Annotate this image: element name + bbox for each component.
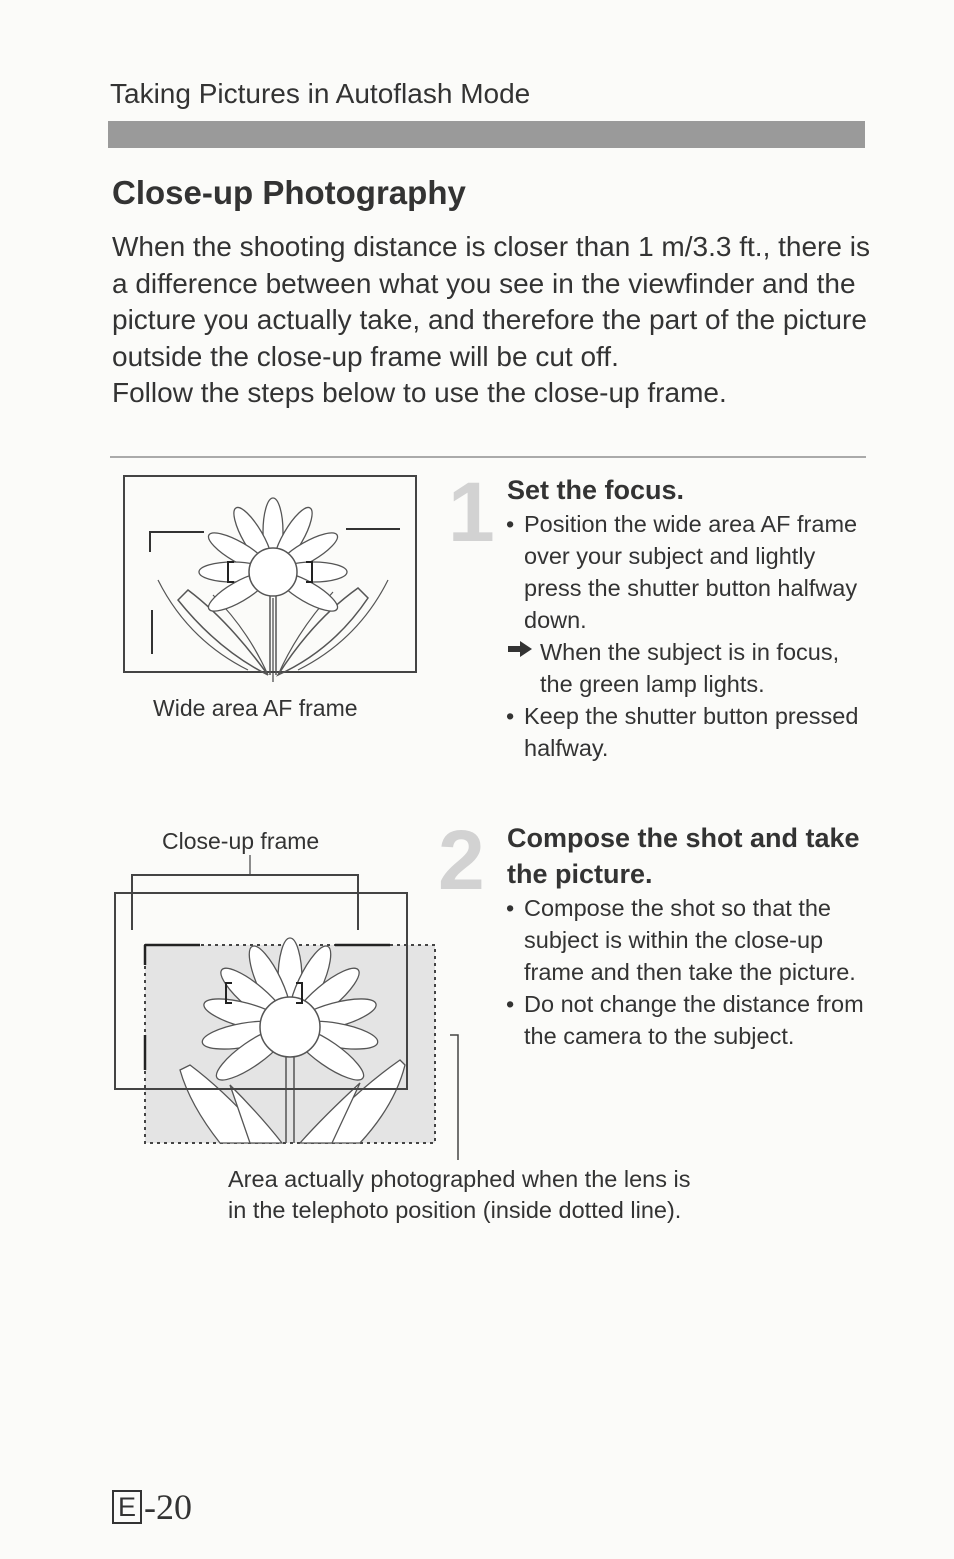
- step1-result-text: When the subject is in focus, the green lamp lights.: [540, 639, 840, 697]
- section-header: Taking Pictures in Autoflash Mode: [110, 78, 531, 109]
- viewfinder-illustration: [118, 470, 428, 721]
- step1-bullet-text: Keep the shutter button pressed halfway.: [524, 703, 859, 761]
- step1-bullet-text: Position the wide area AF frame over your subject and lightly press the shutter button halfway down.: [524, 511, 858, 633]
- list-item: [506, 892, 866, 988]
- page-number: [112, 1486, 192, 1528]
- intro-paragraph: Follow the steps below to use the close-up frame.: [112, 377, 727, 408]
- step1-bullets: [506, 508, 866, 764]
- step2-title: Compose the shot and take the picture.: [507, 823, 860, 889]
- af-frame-caption: Wide area AF frame: [153, 695, 358, 721]
- telephoto-caption: [228, 1164, 828, 1226]
- closeup-frame-label: Close-up frame: [162, 828, 320, 854]
- flower-viewfinder-illustration: [118, 470, 428, 685]
- bullet-dot-icon: •: [506, 895, 515, 921]
- page-title: Close-up Photography: [112, 174, 466, 211]
- list-item: [506, 508, 866, 636]
- intro-paragraph: When the shooting distance is closer than 1 m/3.3 ft., there is a difference between what you see in the viewfinder and the picture you actually take, and therefore the part of the picture outside the close-up frame will be cut off.: [112, 231, 870, 372]
- arrow-right-icon: [506, 636, 534, 668]
- step2-bullet-text: Compose the shot so that the subject is within the close-up frame and then take the picture.: [524, 895, 856, 985]
- header-bar: [108, 121, 865, 148]
- step2-bullet-text: Do not change the distance from the camera to the subject.: [524, 991, 864, 1049]
- flower-closeup-illustration: [110, 855, 470, 1165]
- list-item: [506, 700, 866, 764]
- step2-bullets: [506, 892, 866, 1052]
- intro-text: [112, 229, 872, 412]
- list-item: [506, 636, 866, 700]
- bullet-dot-icon: •: [506, 511, 515, 537]
- bullet-dot-icon: •: [506, 703, 515, 729]
- bullet-dot-icon: •: [506, 991, 515, 1017]
- divider: [110, 456, 866, 458]
- list-item: [506, 988, 866, 1052]
- step-number-1: 1: [448, 465, 495, 559]
- step-number-2: 2: [438, 813, 485, 907]
- closeup-illustration: [110, 855, 470, 1170]
- caption-line: Area actually photographed when the lens is: [228, 1166, 691, 1192]
- page-number-text: -20: [144, 1487, 193, 1527]
- caption-line: in the telephoto position (inside dotted line).: [228, 1197, 682, 1223]
- language-box: E: [112, 1490, 142, 1524]
- step1-title: Set the focus.: [507, 475, 685, 505]
